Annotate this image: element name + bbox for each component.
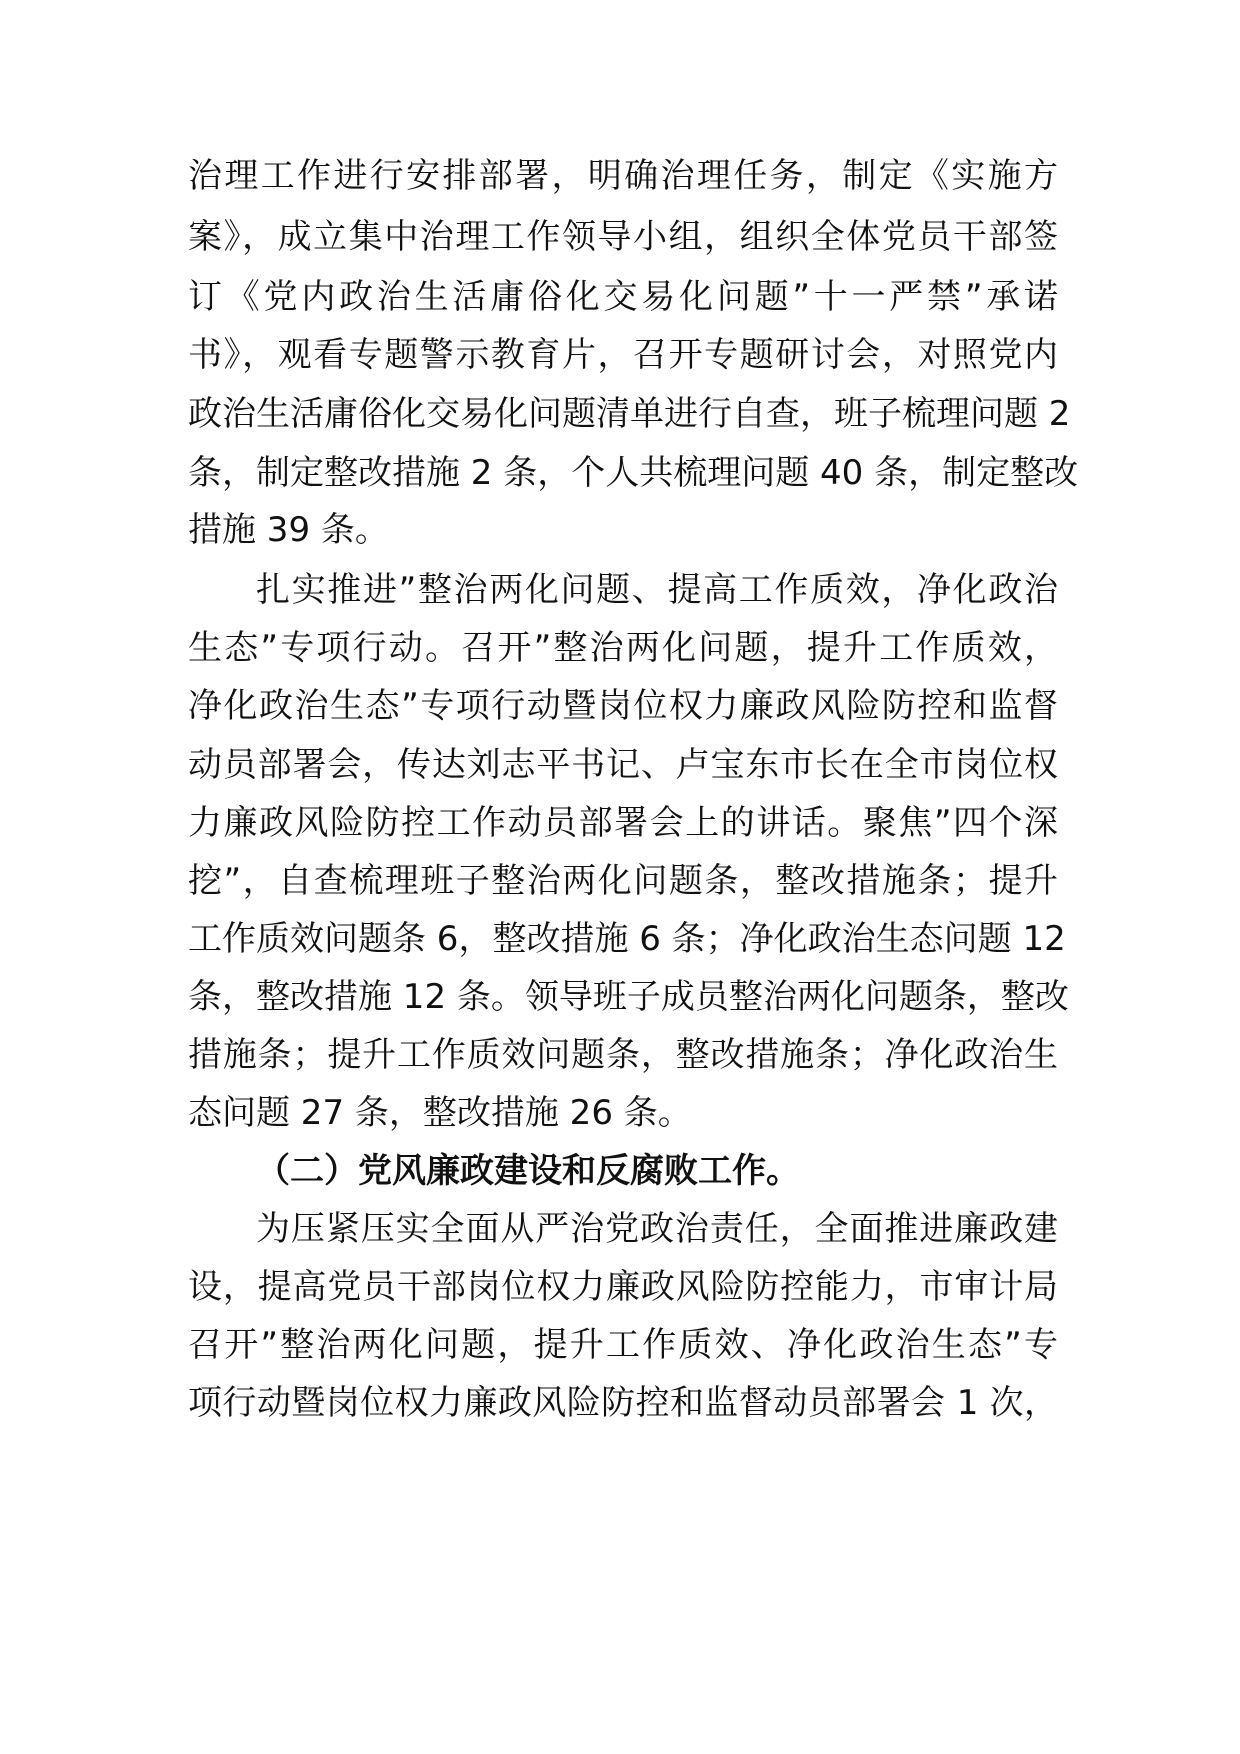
text-line: 设，提高党员干部岗位权力廉政风险防控能力，市审计局 xyxy=(188,1267,1058,1307)
text-line: 订《党内政治生活庸俗化交易化问题”十一严禁”承诺 xyxy=(188,277,1058,317)
text-line: 生态”专项行动。召开”整治两化问题，提升工作质效， xyxy=(188,628,1058,668)
text-line: 态问题 27 条，整改措施 26 条。 xyxy=(188,1093,692,1133)
text-line: 扎实推进”整治两化问题、提高工作质效，净化政治 xyxy=(256,570,1058,610)
text-line: 治理工作进行安排部署，明确治理任务，制定《实施方 xyxy=(188,156,1058,196)
section-heading: （二）党风廉政建设和反腐败工作。 xyxy=(256,1151,800,1191)
text-line: 书》，观看专题警示教育片，召开专题研讨会，对照党内 xyxy=(188,335,1058,375)
text-line: 条，整改措施 12 条。领导班子成员整治两化问题条，整改 xyxy=(188,977,1069,1017)
text-line: 挖”，自查梳理班子整治两化问题条，整改措施条；提升 xyxy=(188,861,1058,901)
text-line: 为压紧压实全面从严治党政治责任，全面推进廉政建 xyxy=(256,1209,1058,1249)
text-line: 召开”整治两化问题，提升工作质效、净化政治生态”专 xyxy=(188,1325,1058,1365)
text-line: 政治生活庸俗化交易化问题清单进行自查，班子梳理问题 2 xyxy=(188,394,1071,434)
text-line: 工作质效问题条 6，整改措施 6 条；净化政治生态问题 12 xyxy=(188,919,1066,959)
text-line: 动员部署会，传达刘志平书记、卢宝东市长在全市岗位权 xyxy=(188,745,1058,785)
text-line: 净化政治生态”专项行动暨岗位权力廉政风险防控和监督 xyxy=(188,686,1058,726)
text-line: 条，制定整改措施 2 条，个人共梳理问题 40 条，制定整改 xyxy=(188,453,1079,493)
text-line: 力廉政风险防控工作动员部署会上的讲话。聚焦”四个深 xyxy=(188,803,1058,843)
text-line: 案》，成立集中治理工作领导小组，组织全体党员干部签 xyxy=(188,217,1058,257)
text-line: 措施 39 条。 xyxy=(188,510,389,550)
text-line: 项行动暨岗位权力廉政风险防控和监督动员部署会 1 次， xyxy=(188,1383,1058,1423)
text-line: 措施条；提升工作质效问题条，整改措施条；净化政治生 xyxy=(188,1035,1058,1075)
